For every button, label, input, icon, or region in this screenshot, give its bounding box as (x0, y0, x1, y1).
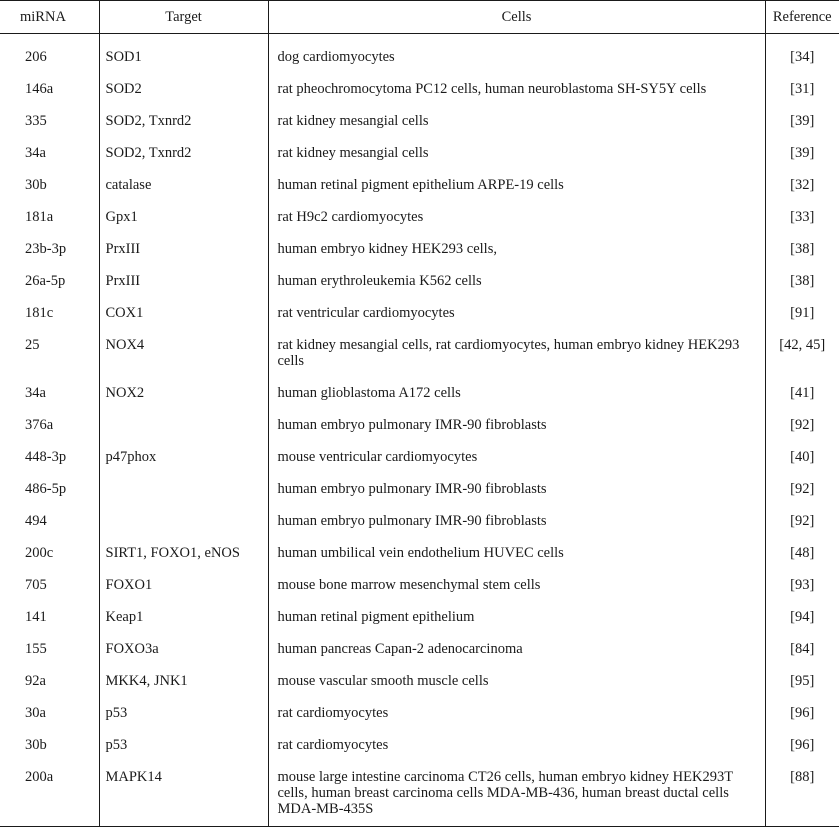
table-row (0, 625, 839, 657)
cell-cells: human retinal pigment epithelium ARPE-19 cells (268, 161, 765, 193)
cell-cells: rat pheochromocytoma PC12 cells, human neuroblastoma SH-SY5Y cells (268, 65, 765, 97)
cell-target (99, 401, 268, 433)
cell-mirna: 448-3p (0, 433, 99, 465)
cell-reference: [31] (790, 81, 815, 97)
cell-reference: [40] (790, 449, 815, 465)
table-row (0, 401, 839, 433)
cell-reference: [48] (790, 545, 815, 561)
cell-target: Gpx1 (99, 193, 268, 225)
cell-mirna: 30b (0, 161, 99, 193)
table-row (0, 753, 839, 827)
cell-target: p53 (99, 721, 268, 753)
cell-target: SIRT1, FOXO1, eNOS (99, 529, 268, 561)
cell-mirna: 705 (0, 561, 99, 593)
cell-cells: mouse ventricular cardiomyocytes (268, 433, 765, 465)
cell-cells: human pancreas Capan-2 adenocarcinoma (268, 625, 765, 657)
table-body (0, 34, 839, 827)
cell-cells: human erythroleukemia K562 cells (268, 257, 765, 289)
cell-reference: [94] (790, 609, 815, 625)
table-row (0, 369, 839, 401)
cell-reference: [32] (790, 177, 815, 193)
cell-mirna: 25 (0, 321, 99, 369)
table-row (0, 561, 839, 593)
cell-reference: [88] (765, 753, 839, 827)
cell-cells: rat cardiomyocytes (268, 689, 765, 721)
cell-cells: human embryo pulmonary IMR-90 fibroblasts (268, 497, 765, 529)
cell-target: Keap1 (99, 593, 268, 625)
cell-target: FOXO3a (99, 625, 268, 657)
cell-target: p47phox (99, 433, 268, 465)
cell-cells: mouse bone marrow mesenchymal stem cells (268, 561, 765, 593)
cell-target: NOX4 (99, 321, 268, 369)
table-row (0, 289, 839, 321)
cell-target: catalase (99, 161, 268, 193)
table-row (0, 465, 839, 497)
cell-target: COX1 (99, 289, 268, 321)
cell-reference: [39] (790, 113, 815, 129)
cell-target: PrxIII (99, 257, 268, 289)
cell-reference: [92] (790, 417, 815, 433)
table-row (0, 97, 839, 129)
cell-reference: [38] (790, 241, 815, 257)
cell-reference: [84] (790, 641, 815, 657)
cell-mirna: 26a-5p (0, 257, 99, 289)
table-row (0, 161, 839, 193)
cell-target: NOX2 (99, 369, 268, 401)
cell-target: SOD2, Txnrd2 (99, 129, 268, 161)
cell-mirna: 23b-3p (0, 225, 99, 257)
table-row (0, 689, 839, 721)
cell-target: SOD2 (99, 65, 268, 97)
cell-cells: human glioblastoma A172 cells (268, 369, 765, 401)
cell-target: PrxIII (99, 225, 268, 257)
cell-mirna: 486-5p (0, 465, 99, 497)
cell-reference: [91] (790, 305, 815, 321)
cell-mirna: 155 (0, 625, 99, 657)
cell-cells: human embryo pulmonary IMR-90 fibroblasts (268, 465, 765, 497)
cell-reference: [96] (790, 705, 815, 721)
header-target: Target (99, 1, 268, 34)
cell-cells: mouse large intestine carcinoma CT26 cells, human embryo kidney HEK293T cells, human breast carcinoma cells MDA-MB-436, human breast ductal cells MDA-MB-435S (268, 753, 765, 827)
cell-reference: [34] (790, 49, 815, 65)
table-header-row (0, 1, 839, 34)
cell-reference: [33] (790, 209, 815, 225)
cell-mirna: 206 (0, 34, 99, 66)
cell-reference: [41] (790, 385, 815, 401)
cell-reference: [93] (790, 577, 815, 593)
cell-reference: [39] (790, 145, 815, 161)
cell-reference: [92] (790, 481, 815, 497)
header-reference: Reference (765, 1, 839, 34)
cell-target (99, 497, 268, 529)
header-cells: Cells (268, 1, 765, 34)
table-row (0, 497, 839, 529)
cell-cells: rat cardiomyocytes (268, 721, 765, 753)
cell-mirna: 200c (0, 529, 99, 561)
header-mirna: miRNA (0, 1, 99, 34)
table-row (0, 225, 839, 257)
cell-cells: mouse vascular smooth muscle cells (268, 657, 765, 689)
cell-target: SOD2, Txnrd2 (99, 97, 268, 129)
table-row (0, 257, 839, 289)
cell-cells: human retinal pigment epithelium (268, 593, 765, 625)
cell-cells: rat kidney mesangial cells (268, 129, 765, 161)
table-row (0, 193, 839, 225)
table-row (0, 433, 839, 465)
cell-target: SOD1 (99, 34, 268, 66)
cell-cells: human embryo pulmonary IMR-90 fibroblasts (268, 401, 765, 433)
cell-mirna: 181c (0, 289, 99, 321)
cell-target (99, 465, 268, 497)
table-row (0, 321, 839, 369)
cell-mirna: 494 (0, 497, 99, 529)
cell-cells: human embryo kidney HEK293 cells, (268, 225, 765, 257)
cell-mirna: 141 (0, 593, 99, 625)
cell-cells: rat ventricular cardiomyocytes (268, 289, 765, 321)
cell-target: MAPK14 (99, 753, 268, 827)
cell-target: p53 (99, 689, 268, 721)
cell-mirna: 181a (0, 193, 99, 225)
cell-reference: [38] (790, 273, 815, 289)
cell-cells: rat H9c2 cardiomyocytes (268, 193, 765, 225)
cell-mirna: 30b (0, 721, 99, 753)
cell-mirna: 376a (0, 401, 99, 433)
cell-mirna: 30a (0, 689, 99, 721)
cell-cells: rat kidney mesangial cells (268, 97, 765, 129)
cell-mirna: 34a (0, 129, 99, 161)
cell-reference: [95] (790, 673, 815, 689)
table-row (0, 65, 839, 97)
cell-cells: dog cardiomyocytes (268, 34, 765, 66)
cell-mirna: 335 (0, 97, 99, 129)
table-row (0, 657, 839, 689)
cell-mirna: 200a (0, 753, 99, 827)
cell-cells: rat kidney mesangial cells, rat cardiomyocytes, human embryo kidney HEK293 cells (268, 321, 765, 369)
cell-cells: human umbilical vein endothelium HUVEC cells (268, 529, 765, 561)
cell-reference: [96] (790, 737, 815, 753)
cell-mirna: 146a (0, 65, 99, 97)
table-row (0, 593, 839, 625)
cell-reference: [92] (790, 513, 815, 529)
table-row (0, 529, 839, 561)
cell-mirna: 34a (0, 369, 99, 401)
table-row (0, 721, 839, 753)
cell-target: FOXO1 (99, 561, 268, 593)
cell-reference: [42, 45] (779, 337, 826, 353)
table-row (0, 129, 839, 161)
cell-mirna: 92a (0, 657, 99, 689)
cell-target: MKK4, JNK1 (99, 657, 268, 689)
table-row (0, 34, 839, 66)
